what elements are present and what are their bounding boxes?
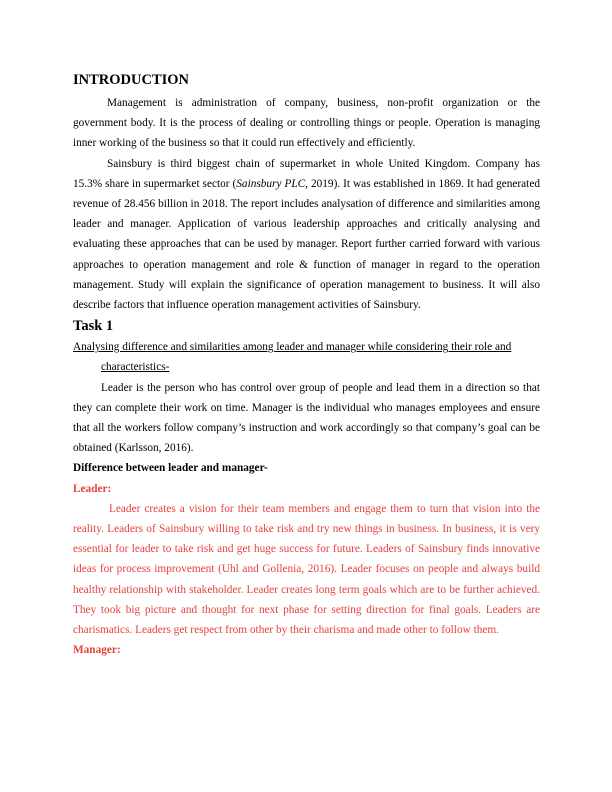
page-content xyxy=(73,71,540,660)
introduction-heading: INTRODUCTION xyxy=(73,72,190,88)
leader-paragraph: Leader creates a vision for their team members and engage them to turn that vision into the reality. Leaders of Sainsbury willing to take risk and try new things in business. In business, it is very essential for leader to take risk and get huge success for future. Leaders of Sainsbury finds innovative ideas for process improvement (Uhl and Gollenia, 2016). Leader focuses on people and always build healthy relationship with stakeholder. Leader creates long term goals which are to be further achieved. They took big picture and thought for next phase for setting direction for final goals. Leaders are charismatics. Leaders get respect from other by their charisma and made other to follow them. xyxy=(73,502,540,637)
difference-heading: Difference between leader and manager- xyxy=(73,462,268,475)
manager-heading: Manager: xyxy=(73,644,121,657)
intro-paragraph-1: Management is administration of company, business, non-profit organization or the government body. It is the process of dealing or controlling things or people. Operation is managing inner working of the business so that it could run effectively and efficiently. xyxy=(73,97,540,150)
task1-subheading-line1: Analysing difference and similarities among leader and manager while considering their role and xyxy=(73,341,512,354)
intro-paragraph-2 xyxy=(73,154,540,316)
task1-paragraph-1: Leader is the person who has control over group of people and lead them in a direction so that they can complete their work on time. Manager is the individual who manages employees and ensure that all the workers follow company’s instruction and work accordingly so that company’s goal can be obtained (Karlsson, 2016). xyxy=(73,381,540,455)
citation-sainsbury-plc: Sainsbury PLC xyxy=(236,177,306,190)
intro-paragraph-2-part-b: , 2019). It was established in 1869. It had generated revenue of 28.456 billion in 2018. The report includes analysation of difference and similarities among leader and manager. Application of various leadership approaches and critically analysing and evaluating these approaches that can be used by manager. Report further carried forward with various approaches to operation management and role & function of manager in regard to the operation management. Study will explain the significance of operation management to business. It will also describe factors that influence operation management activities of Sainsbury. xyxy=(73,177,540,312)
task1-heading: Task 1 xyxy=(73,318,114,335)
task1-subheading xyxy=(73,337,540,377)
task1-subheading-line2: characteristics- xyxy=(101,361,170,374)
leader-heading: Leader: xyxy=(73,482,112,495)
intro-paragraph-2-part-a: Sainsbury is third biggest chain of supermarket in whole United Kingdom. Company has 15.3% share in supermarket sector ( xyxy=(73,157,540,190)
